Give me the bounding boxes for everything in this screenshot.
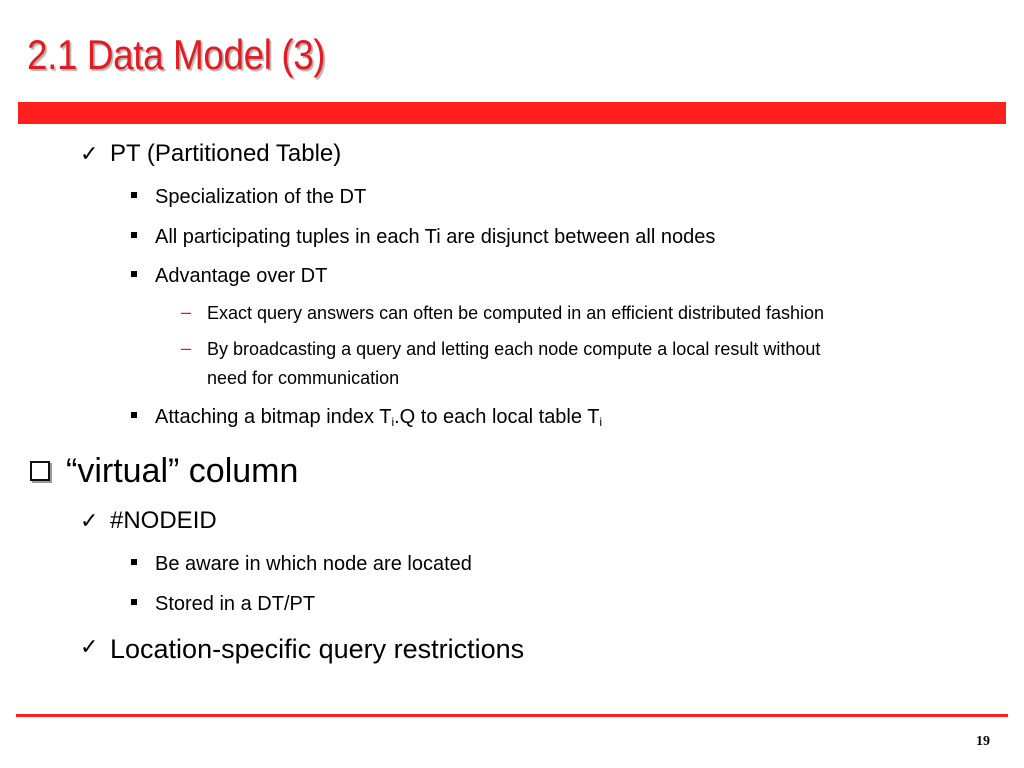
virtual-heading-text: “virtual” column [66, 452, 299, 490]
pt-bullet-text: Advantage over DT [155, 265, 328, 287]
dash-icon: – [181, 338, 192, 358]
square-bullet-icon [131, 232, 137, 238]
square-bullet-icon [131, 271, 137, 277]
square-bullet-icon [131, 192, 137, 198]
pt-heading-text: PT (Partitioned Table) [110, 140, 342, 167]
pt-bullet-text: Specialization of the DT [155, 186, 367, 208]
advantage-item-text: Exact query answers can often be computed in an efficient distributed fashion [207, 303, 825, 323]
check-icon: ✓ [80, 634, 99, 659]
pt-heading [80, 140, 342, 169]
pt-bullet-text: All participating tuples in each Ti are disjunct between all nodes [155, 226, 716, 248]
pt-bullet [155, 264, 327, 288]
nodeid-bullet-text: Be aware in which node are located [155, 553, 472, 575]
check-icon: ✓ [80, 508, 99, 533]
virtual-heading [66, 451, 298, 492]
advantage-item-text: By broadcasting a query and letting each node compute a local result without [207, 339, 821, 359]
pt-bullet [155, 185, 366, 209]
title-divider [18, 102, 1006, 124]
location-heading-text: Location-specific query restrictions [110, 634, 525, 664]
bitmap-bullet [155, 405, 602, 429]
check-icon: ✓ [80, 141, 99, 166]
advantage-item-continuation [207, 368, 399, 390]
location-heading [80, 633, 525, 665]
square-bullet-icon [131, 412, 137, 418]
nodeid-heading-text: #NODEID [110, 507, 217, 534]
hollow-box-bullet-icon [30, 461, 50, 481]
bitmap-text-2: .Q to each local table T [394, 406, 600, 428]
advantage-item [181, 338, 821, 361]
footer-divider [16, 714, 1008, 717]
nodeid-bullet [155, 592, 315, 616]
advantage-item-text: need for communication [207, 368, 400, 388]
square-bullet-icon [131, 559, 137, 565]
bitmap-text-1: Attaching a bitmap index T [155, 406, 392, 428]
pt-bullet [155, 225, 715, 249]
bitmap-sub-1: i [391, 415, 395, 429]
bitmap-sub-2: i [599, 415, 603, 429]
square-bullet-icon [131, 599, 137, 605]
nodeid-bullet [155, 552, 472, 576]
slide-title: 2.1 Data Model (3) [27, 31, 326, 78]
nodeid-bullet-text: Stored in a DT/PT [155, 593, 316, 615]
dash-icon: – [181, 302, 192, 322]
advantage-item [181, 302, 825, 325]
page-number: 19 [976, 734, 990, 749]
nodeid-heading [80, 507, 217, 536]
